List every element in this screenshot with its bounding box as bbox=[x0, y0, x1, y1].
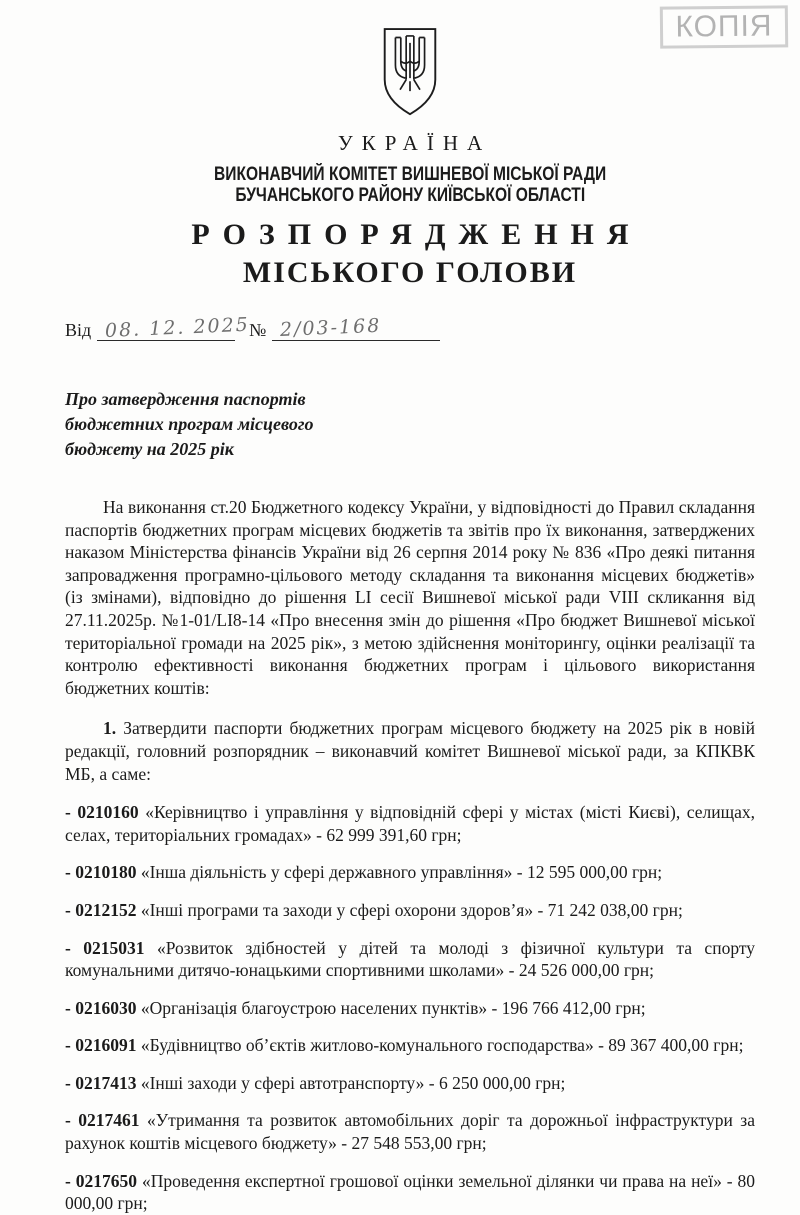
document-header bbox=[65, 0, 755, 206]
number-field bbox=[272, 314, 440, 342]
program-item-0217413 bbox=[65, 1072, 755, 1095]
program-code: 0217461 bbox=[78, 1110, 140, 1131]
list-marker: - bbox=[65, 899, 71, 920]
program-text: «Інші програми та заходи у сфері охорони здоров’я» - 71 242 038,00 грн; bbox=[140, 899, 683, 920]
program-list bbox=[65, 801, 755, 1215]
list-marker: - bbox=[65, 1072, 71, 1093]
handwritten-date: 08. 12. 2025 bbox=[104, 313, 251, 342]
list-marker: - bbox=[65, 862, 71, 883]
ukraine-trident-emblem-icon bbox=[374, 26, 446, 118]
subject-block bbox=[65, 387, 405, 462]
program-text: «Інші заходи у сфері автотранспорту» - 6 250 000,00 грн; bbox=[140, 1072, 566, 1093]
org-name-line2-text: БУЧАНСЬКОГО РАЙОНУ КИЇВСЬКОЇ ОБЛАСТІ bbox=[235, 185, 585, 206]
list-marker: - bbox=[65, 937, 71, 958]
program-code: 0217413 bbox=[75, 1072, 137, 1093]
program-item-0216091 bbox=[65, 1034, 755, 1057]
program-text: «Проведення експертної грошової оцінки земельної ділянки чи права на неї» - 80 000,00 грн; bbox=[65, 1170, 756, 1214]
program-code: 0217650 bbox=[75, 1170, 138, 1191]
program-text: «Розвиток здібностей у дітей та молоді з фізичної культури та спорту комунальними дитячо-юнацькими спортивними школами» - 24 526 000,00 грн; bbox=[65, 937, 756, 981]
program-item-0216030 bbox=[65, 997, 755, 1020]
subject-line1: Про затвердження паспортів bbox=[65, 389, 306, 409]
document-title-line1: РОЗПОРЯДЖЕННЯ bbox=[191, 218, 642, 251]
date-field bbox=[97, 313, 251, 342]
program-text: «Організація благоустрою населених пунктів» - 196 766 412,00 грн; bbox=[140, 997, 646, 1018]
document-title bbox=[65, 218, 755, 290]
program-code: 0210160 bbox=[77, 802, 139, 823]
org-name-line2 bbox=[65, 185, 755, 206]
program-code: 0215031 bbox=[83, 937, 145, 958]
list-marker: - bbox=[65, 1110, 71, 1131]
program-item-0217461 bbox=[65, 1109, 755, 1154]
number-label: № bbox=[249, 320, 267, 340]
preamble-paragraph: На виконання ст.20 Бюджетного кодексу України, у відповідності до Правил складання паспортів бюджетних програм місцевих бюджетів та звітів про їх виконання, затверджених наказом Міністерства фінансів України від 26 серпня 2014 року № 836 «Про деякі питання запровадження програмно-цільового методу складання та виконання місцевих бюджетів» (із змінами), відповідно до рішення LI сесії Вишневої міської ради VIII скликання від 27.11.2025р. №1-01/LI8-14 «Про внесення змін до рішення «Про бюджет Вишневої міської територіальної громади на 2025 рік», з метою здійснення моніторингу, оцінки реалізації та контролю ефективності виконання бюджетних програм і цільового використання бюджетних коштів: bbox=[65, 497, 755, 698]
org-name-line1 bbox=[65, 164, 755, 185]
item-1-paragraph bbox=[65, 717, 755, 785]
date-number-line bbox=[65, 313, 755, 342]
program-text: «Керівництво і управління у відповідній сфері у містах (місті Києві), селищах, селах, територіальних громадах» - 62 999 391,60 грн; bbox=[65, 802, 756, 845]
item-1-number: 1. bbox=[103, 718, 117, 739]
program-item-0217650 bbox=[65, 1170, 755, 1215]
program-code: 0212152 bbox=[75, 899, 137, 920]
program-code: 0216091 bbox=[75, 1035, 137, 1056]
date-label: Від bbox=[65, 320, 92, 340]
org-name-line1-text: ВИКОНАВЧИЙ КОМІТЕТ ВИШНЕВОЇ МІСЬКОЇ РАДИ bbox=[213, 164, 607, 185]
program-text: «Утримання та розвиток автомобільних доріг та дорожньої інфраструктури за рахунок коштів місцевого бюджету» - 27 548 553,00 грн; bbox=[65, 1110, 755, 1154]
program-text: «Інша діяльність у сфері державного управління» - 12 595 000,00 грн; bbox=[140, 862, 663, 883]
list-marker: - bbox=[65, 802, 71, 823]
list-marker: - bbox=[65, 1170, 71, 1191]
document-body bbox=[65, 496, 755, 1215]
copy-stamp-label: КОПІЯ bbox=[675, 9, 773, 44]
program-code: 0210180 bbox=[75, 862, 137, 883]
program-code: 0216030 bbox=[75, 997, 137, 1018]
handwritten-number: 2/03-168 bbox=[279, 314, 383, 342]
program-text: «Будівництво об’єктів житлово-комунального господарства» - 89 367 400,00 грн; bbox=[140, 1035, 744, 1056]
document-title-line2: МІСЬКОГО ГОЛОВИ bbox=[242, 256, 578, 289]
program-item-0215031 bbox=[65, 937, 755, 982]
list-marker: - bbox=[65, 1035, 71, 1056]
list-marker: - bbox=[65, 997, 71, 1018]
copy-stamp bbox=[660, 5, 788, 48]
country-name: УКРАЇНА bbox=[337, 131, 492, 155]
program-item-0212152 bbox=[65, 899, 755, 922]
subject-line3: бюджету на 2025 рік bbox=[65, 439, 234, 459]
program-item-0210160 bbox=[65, 801, 755, 846]
item-1-text: Затвердити паспорти бюджетних програм місцевого бюджету на 2025 рік в новій редакції, головний розпорядник – виконавчий комітет Вишневої міської ради, за КПКВК МБ, а саме: bbox=[65, 718, 755, 784]
program-item-0210180 bbox=[65, 861, 755, 884]
subject-line2: бюджетних програм місцевого bbox=[65, 414, 314, 434]
